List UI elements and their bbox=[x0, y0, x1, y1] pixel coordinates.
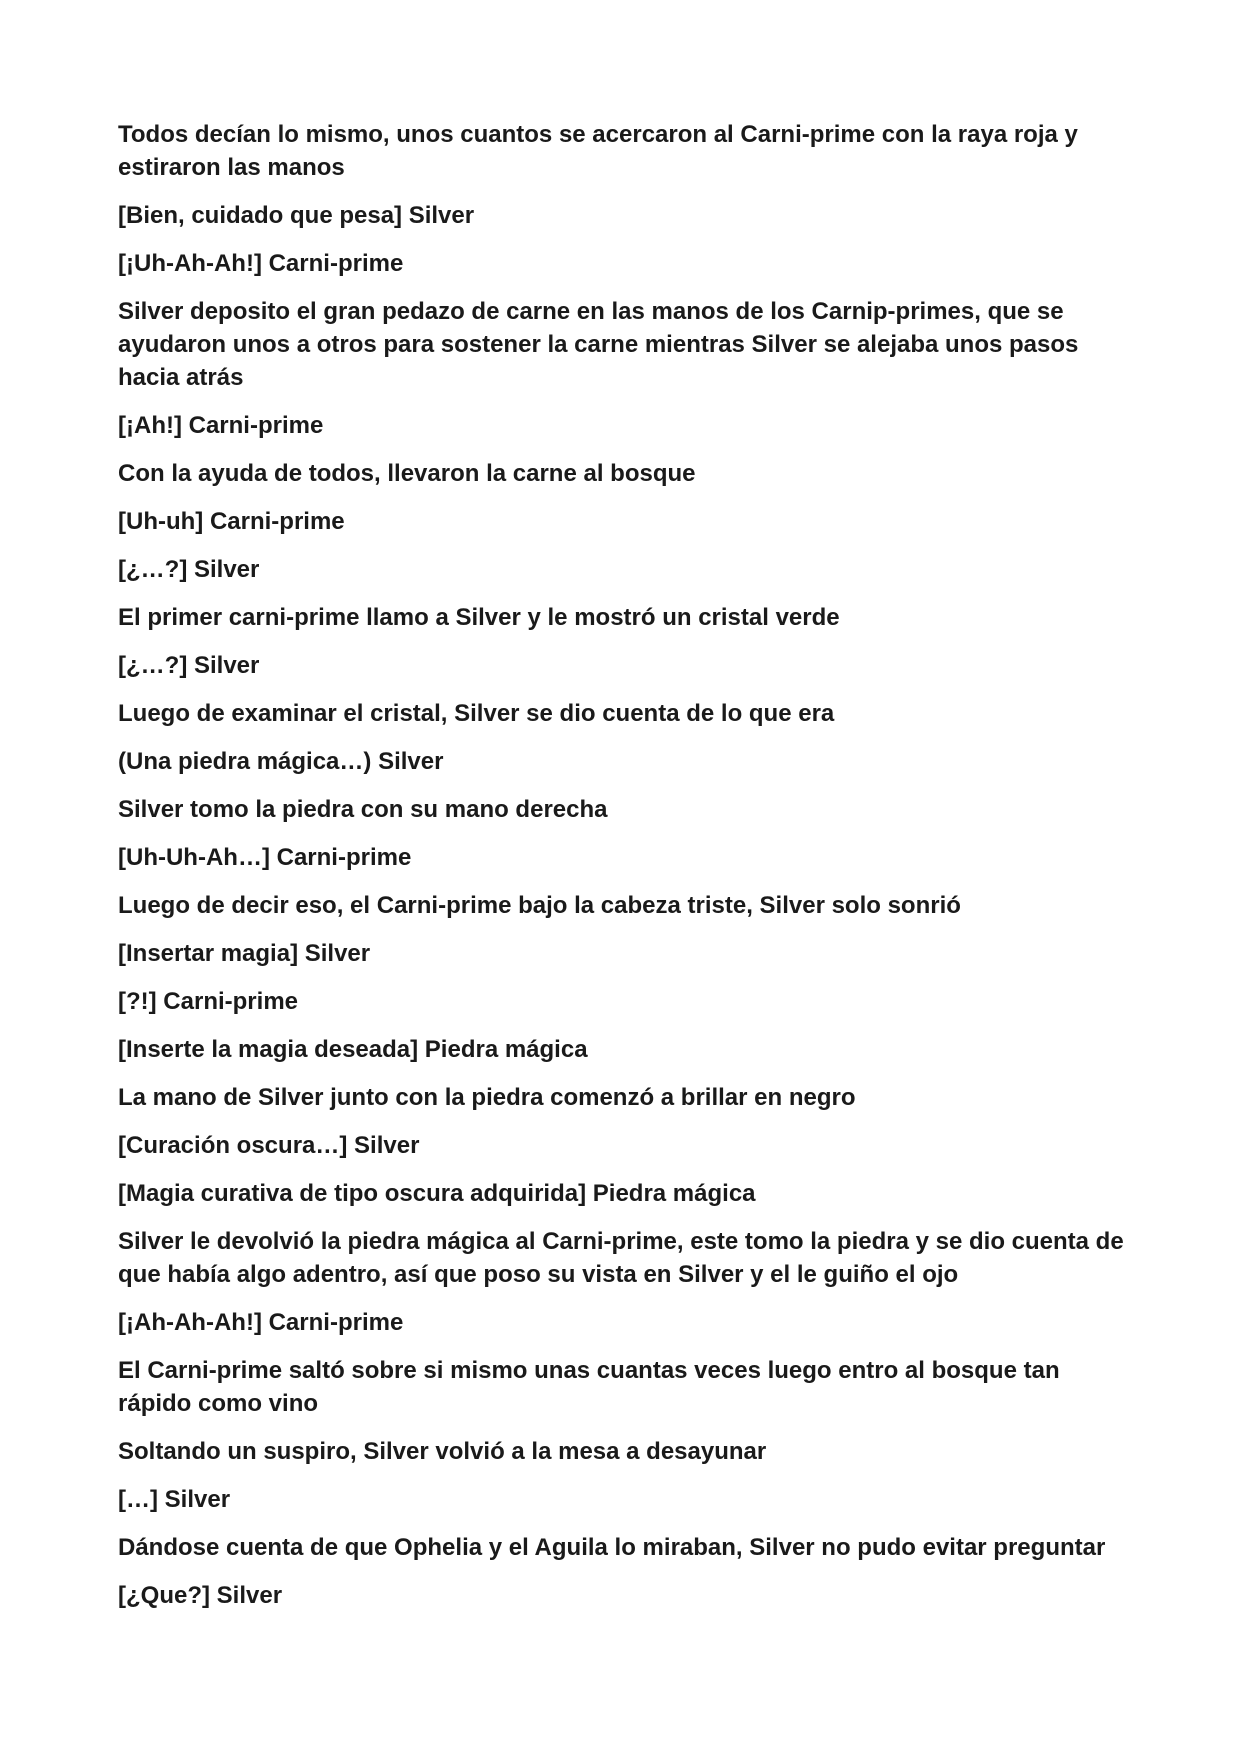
paragraph: Silver tomo la piedra con su mano derecha bbox=[118, 796, 608, 823]
dialogue-line: [¿…?] Silver bbox=[118, 652, 260, 679]
dialogue-line: [¿Que?] Silver bbox=[118, 1582, 283, 1609]
document-page bbox=[118, 118, 1128, 1627]
thought-line: (Una piedra mágica…) Silver bbox=[118, 748, 444, 775]
paragraph: Silver deposito el gran pedazo de carne en las manos de los Carnip-primes, que se ayudaron unos a otros para sostener la carne mientras Silver se alejaba unos pasos hacia atrás bbox=[118, 298, 1079, 391]
paragraph: El primer carni-prime llamo a Silver y le mostró un cristal verde bbox=[118, 604, 840, 631]
dialogue-line: [Bien, cuidado que pesa] Silver bbox=[118, 202, 475, 229]
dialogue-line: […] Silver bbox=[118, 1486, 231, 1513]
paragraph: Luego de decir eso, el Carni-prime bajo la cabeza triste, Silver solo sonrió bbox=[118, 892, 961, 919]
paragraph: Todos decían lo mismo, unos cuantos se acercaron al Carni-prime con la raya roja y estiraron las manos bbox=[118, 121, 1078, 181]
paragraph: Dándose cuenta de que Ophelia y el Aguila lo miraban, Silver no pudo evitar preguntar bbox=[118, 1534, 1106, 1561]
paragraph: Luego de examinar el cristal, Silver se dio cuenta de lo que era bbox=[118, 700, 835, 727]
dialogue-line: [¿…?] Silver bbox=[118, 556, 260, 583]
paragraph: La mano de Silver junto con la piedra comenzó a brillar en negro bbox=[118, 1084, 856, 1111]
dialogue-line: [Uh-Uh-Ah…] Carni-prime bbox=[118, 844, 412, 871]
dialogue-line: [¡Uh-Ah-Ah!] Carni-prime bbox=[118, 250, 404, 277]
paragraph: Con la ayuda de todos, llevaron la carne al bosque bbox=[118, 460, 696, 487]
dialogue-line: [Insertar magia] Silver bbox=[118, 940, 371, 967]
dialogue-line: [?!] Carni-prime bbox=[118, 988, 298, 1015]
dialogue-line: [Uh-uh] Carni-prime bbox=[118, 508, 345, 535]
dialogue-line: [¡Ah-Ah-Ah!] Carni-prime bbox=[118, 1309, 404, 1336]
dialogue-line: [¡Ah!] Carni-prime bbox=[118, 412, 324, 439]
paragraph: Soltando un suspiro, Silver volvió a la mesa a desayunar bbox=[118, 1438, 767, 1465]
dialogue-line: [Curación oscura…] Silver bbox=[118, 1132, 420, 1159]
dialogue-line: [Inserte la magia deseada] Piedra mágica bbox=[118, 1036, 588, 1063]
paragraph: El Carni-prime saltó sobre si mismo unas cuantas veces luego entro al bosque tan rápido como vino bbox=[118, 1357, 1060, 1417]
dialogue-line: [Magia curativa de tipo oscura adquirida] Piedra mágica bbox=[118, 1180, 756, 1207]
paragraph: Silver le devolvió la piedra mágica al Carni-prime, este tomo la piedra y se dio cuenta de que había algo adentro, así que poso su vista en Silver y el le guiño el ojo bbox=[118, 1228, 1124, 1288]
